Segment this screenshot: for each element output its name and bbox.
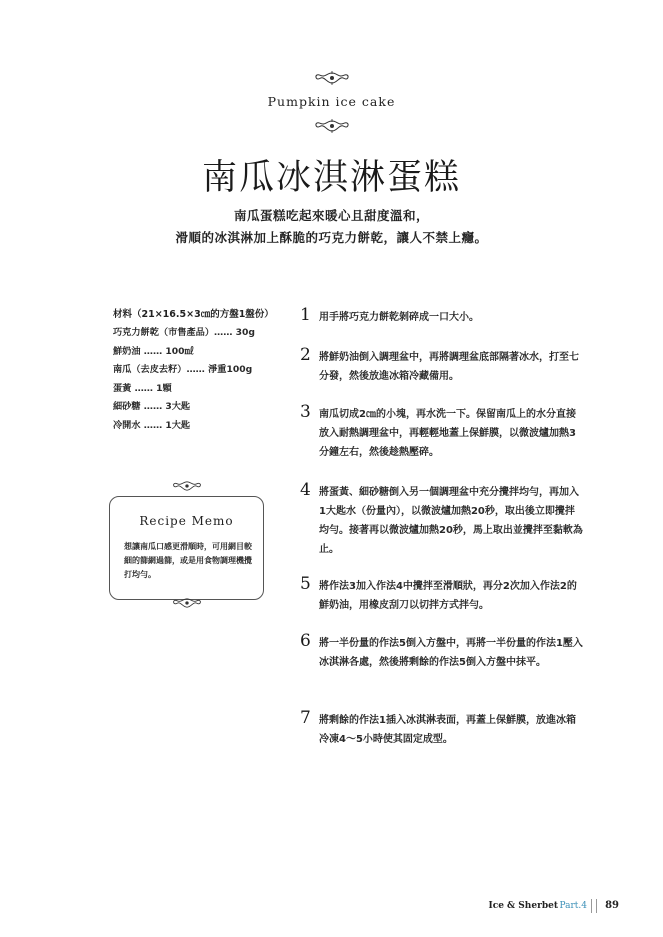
step-number: 4 — [300, 480, 311, 500]
step-number: 2 — [300, 345, 311, 365]
flourish-ornament-icon — [172, 478, 202, 497]
ingredient-item: 鮮奶油 …… 100㎖ — [113, 345, 194, 357]
recipe-memo-box — [109, 496, 264, 600]
page-title: 南瓜冰淇淋蛋糕 — [201, 158, 461, 198]
step-number: 1 — [300, 305, 311, 325]
page-footer — [0, 899, 663, 919]
book-title: Ice & Sherbet — [488, 901, 558, 911]
step-number: 6 — [300, 631, 311, 651]
part-label: Part.4 — [559, 901, 587, 911]
ingredient-item: 冷開水 …… 1大匙 — [113, 419, 191, 431]
flourish-ornament-icon — [172, 595, 202, 614]
step-number: 5 — [300, 574, 311, 594]
intro-line: 南瓜蛋糕吃起來暖心且甜度溫和， — [233, 208, 429, 223]
ingredient-item: 蛋黃 …… 1顆 — [113, 382, 172, 394]
ingredients-heading: 材料（21×16.5×3㎝的方盤1盤份） — [113, 309, 274, 320]
step-number: 7 — [300, 708, 311, 728]
step-text: 將剩餘的作法1插入冰淇淋表面，再蓋上保鮮膜，放進冰箱冷凍4～5小時使其固定成型。 — [319, 715, 576, 745]
flourish-ornament-icon — [314, 70, 350, 86]
step-text: 用手將巧克力餅乾剝碎成一口大小。 — [319, 312, 479, 323]
memo-text: 想讓南瓜口感更滑順時，可用網目較細的篩網過篩，或是用食物調理機攪打均勻。 — [124, 542, 252, 579]
step-number: 3 — [300, 402, 311, 422]
ingredient-item: 南瓜（去皮去籽）…… 淨重100g — [113, 364, 253, 376]
ingredient-item: 巧克力餅乾（市售產品）…… 30g — [113, 327, 255, 338]
footer-divider — [591, 899, 597, 913]
ingredient-item: 細砂糖 …… 3大匙 — [113, 401, 191, 413]
step-text: 將一半份量的作法5倒入方盤中，再將一半份量的作法1壓入冰淇淋各處，然後將剩餘的作法5倒入方盤中抹平。 — [319, 638, 583, 668]
ingredients-list — [113, 306, 283, 436]
step-text: 將作法3加入作法4中攪拌至滑順狀，再分2次加入作法2的鮮奶油，用橡皮刮刀以切拌方式拌勻。 — [319, 581, 577, 611]
subtitle: Pumpkin ice cake — [267, 94, 396, 109]
flourish-ornament-icon — [314, 118, 350, 134]
page-number: 89 — [605, 900, 619, 911]
intro-line: 滑順的冰淇淋加上酥脆的巧克力餅乾，讓人不禁上癮。 — [175, 230, 488, 245]
step-text: 將蛋黃、細砂糖倒入另一個調理盆中充分攪拌均勻，再加入1大匙水（份量內），以微波爐加熱20秒，取出後立即攪拌均勻。接著再以微波爐加熱20秒，馬上取出並攪拌至黏軟為止。 — [319, 487, 583, 555]
step-text: 將鮮奶油倒入調理盆中，再將調理盆底部隔著冰水，打至七分發，然後放進冰箱冷藏備用。 — [319, 352, 579, 382]
step-text: 南瓜切成2㎝的小塊，再水洗一下。保留南瓜上的水分直接放入耐熱調理盆中，再輕輕地蓋上保鮮膜，以微波爐加熱3分鐘左右，然後趁熱壓碎。 — [319, 409, 576, 458]
memo-title: Recipe Memo — [139, 514, 234, 528]
